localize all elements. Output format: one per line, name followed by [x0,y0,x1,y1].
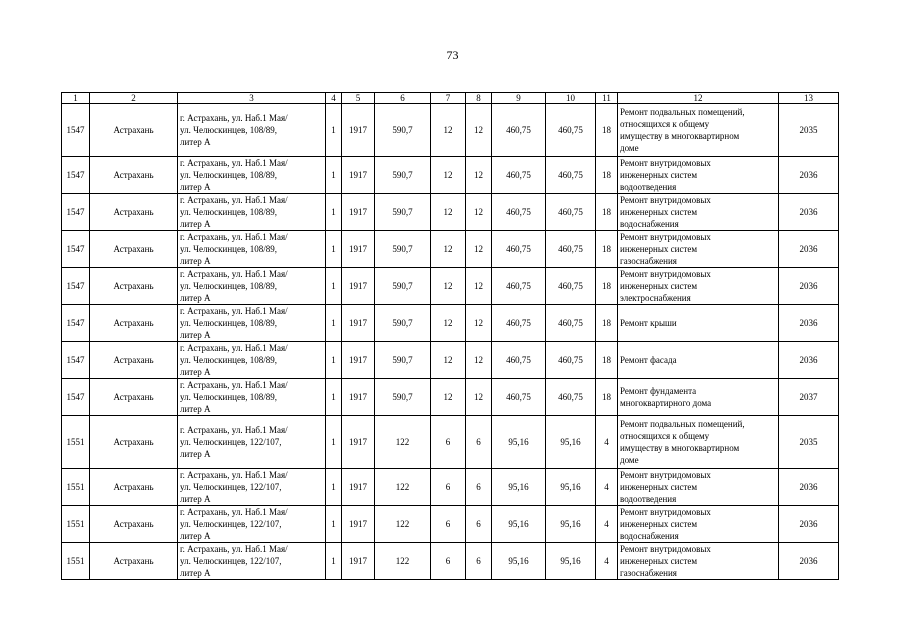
cell-col-city: Астрахань [90,416,178,469]
header-col-planned-year: 13 [779,93,839,104]
header-col-area: 6 [375,93,431,104]
cell-col-work-type [618,268,779,305]
cell-col-7: 12 [431,157,466,194]
cell-col-work-type [618,194,779,231]
address-line: литер А [180,219,211,229]
table-row [62,416,839,469]
work-line: инженерных систем [620,244,698,254]
header-col-4: 4 [326,93,342,104]
cell-col-area: 122 [375,469,431,506]
cell-col-4: 1 [326,305,342,342]
cell-col-number: 1547 [62,231,90,268]
address-line: ул. Челюскинцев, 108/89, [180,170,277,180]
cell-col-8: 12 [466,268,492,305]
cell-col-number: 1547 [62,194,90,231]
cell-col-year: 1917 [342,305,375,342]
cell-col-8: 12 [466,104,492,157]
cell-col-11: 18 [596,194,618,231]
cell-col-9: 460,75 [492,268,546,305]
cell-col-8: 6 [466,543,492,580]
cell-col-address [178,416,326,469]
cell-col-4: 1 [326,231,342,268]
cell-col-work-type [618,469,779,506]
address-line: ул. Челюскинцев, 108/89, [180,281,277,291]
address-line: ул. Челюскинцев, 108/89, [180,207,277,217]
cell-col-work-type [618,342,779,379]
address-line: г. Астрахань, ул. Наб.1 Мая/ [180,232,288,242]
work-line: Ремонт внутридомовых [620,195,711,205]
cell-col-address [178,104,326,157]
cell-col-number: 1547 [62,104,90,157]
header-col-work-type: 12 [618,93,779,104]
cell-col-number: 1547 [62,342,90,379]
table-row [62,506,839,543]
cell-col-address [178,231,326,268]
cell-col-7: 12 [431,268,466,305]
cell-col-11: 18 [596,268,618,305]
cell-col-address [178,506,326,543]
work-line: Ремонт внутридомовых [620,544,711,554]
cell-col-work-type [618,157,779,194]
cell-col-planned-year: 2036 [779,506,839,543]
cell-col-area: 590,7 [375,268,431,305]
address-line: ул. Челюскинцев, 108/89, [180,392,277,402]
address-line: г. Астрахань, ул. Наб.1 Мая/ [180,306,288,316]
cell-col-11: 18 [596,157,618,194]
cell-col-number: 1547 [62,268,90,305]
cell-col-city: Астрахань [90,157,178,194]
cell-col-planned-year: 2036 [779,231,839,268]
address-line: ул. Челюскинцев, 108/89, [180,355,277,365]
cell-col-work-type [618,506,779,543]
work-line: имуществу в многоквартирном [620,443,740,453]
cell-col-11: 18 [596,231,618,268]
cell-col-year: 1917 [342,379,375,416]
work-line: Ремонт подвальных помещений, [620,107,745,117]
address-line: литер А [180,568,211,578]
cell-col-city: Астрахань [90,194,178,231]
cell-col-10: 460,75 [546,104,596,157]
cell-col-9: 95,16 [492,506,546,543]
cell-col-work-type [618,305,779,342]
address-line: г. Астрахань, ул. Наб.1 Мая/ [180,425,288,435]
cell-col-7: 6 [431,543,466,580]
work-line: инженерных систем [620,556,698,566]
repair-schedule-table [61,92,839,580]
cell-col-city: Астрахань [90,305,178,342]
header-col-11: 11 [596,93,618,104]
cell-col-address [178,305,326,342]
cell-col-9: 460,75 [492,231,546,268]
cell-col-7: 12 [431,104,466,157]
work-line: относящихся к общему [620,431,710,441]
cell-col-planned-year: 2035 [779,104,839,157]
cell-col-9: 460,75 [492,342,546,379]
cell-col-planned-year: 2036 [779,342,839,379]
cell-col-year: 1917 [342,342,375,379]
cell-col-9: 460,75 [492,194,546,231]
address-line: ул. Челюскинцев, 108/89, [180,244,277,254]
cell-col-number: 1551 [62,543,90,580]
cell-col-work-type [618,104,779,157]
address-line: литер А [180,404,211,414]
cell-col-7: 12 [431,231,466,268]
cell-col-city: Астрахань [90,342,178,379]
cell-col-10: 460,75 [546,157,596,194]
cell-col-4: 1 [326,157,342,194]
table-row [62,379,839,416]
cell-col-city: Астрахань [90,379,178,416]
cell-col-area: 590,7 [375,342,431,379]
cell-col-city: Астрахань [90,543,178,580]
address-line: литер А [180,256,211,266]
cell-col-10: 460,75 [546,342,596,379]
cell-col-address [178,469,326,506]
cell-col-area: 590,7 [375,104,431,157]
address-line: г. Астрахань, ул. Наб.1 Мая/ [180,158,288,168]
work-line: водоотведения [620,494,677,504]
work-line: Ремонт внутридомовых [620,470,711,480]
cell-col-city: Астрахань [90,231,178,268]
cell-col-year: 1917 [342,469,375,506]
cell-col-10: 460,75 [546,231,596,268]
cell-col-4: 1 [326,104,342,157]
cell-col-10: 460,75 [546,268,596,305]
table-body [62,104,839,580]
cell-col-7: 12 [431,194,466,231]
address-line: ул. Челюскинцев, 122/107, [180,556,282,566]
work-line: газоснабжения [620,568,677,578]
work-line: Ремонт внутридомовых [620,158,711,168]
table-row [62,231,839,268]
address-line: литер А [180,293,211,303]
cell-col-10: 95,16 [546,469,596,506]
cell-col-7: 6 [431,506,466,543]
cell-col-4: 1 [326,469,342,506]
cell-col-city: Астрахань [90,469,178,506]
cell-col-8: 12 [466,379,492,416]
cell-col-planned-year: 2036 [779,157,839,194]
cell-col-city: Астрахань [90,506,178,543]
work-line: электроснабжения [620,293,691,303]
cell-col-9: 460,75 [492,157,546,194]
cell-col-number: 1551 [62,469,90,506]
cell-col-year: 1917 [342,543,375,580]
cell-col-11: 18 [596,342,618,379]
cell-col-work-type [618,231,779,268]
cell-col-number: 1547 [62,379,90,416]
cell-col-11: 4 [596,506,618,543]
cell-col-area: 590,7 [375,379,431,416]
cell-col-11: 4 [596,469,618,506]
cell-col-11: 18 [596,104,618,157]
work-line: имуществу в многоквартирном [620,131,740,141]
cell-col-area: 122 [375,543,431,580]
work-line: водоотведения [620,182,677,192]
cell-col-city: Астрахань [90,268,178,305]
cell-col-7: 12 [431,305,466,342]
cell-col-work-type [618,416,779,469]
cell-col-7: 6 [431,469,466,506]
header-col-city: 2 [90,93,178,104]
header-col-9: 9 [492,93,546,104]
header-row [62,93,839,104]
table-row [62,469,839,506]
cell-col-work-type [618,543,779,580]
cell-col-area: 122 [375,416,431,469]
cell-col-area: 590,7 [375,194,431,231]
cell-col-number: 1551 [62,506,90,543]
cell-col-area: 122 [375,506,431,543]
cell-col-planned-year: 2036 [779,194,839,231]
cell-col-8: 12 [466,194,492,231]
work-line: Ремонт фасада [620,355,677,365]
table-row [62,104,839,157]
cell-col-10: 460,75 [546,194,596,231]
address-line: ул. Челюскинцев, 122/107, [180,519,282,529]
cell-col-number: 1551 [62,416,90,469]
table-row [62,543,839,580]
table-row [62,194,839,231]
cell-col-year: 1917 [342,157,375,194]
cell-col-number: 1547 [62,305,90,342]
cell-col-10: 460,75 [546,305,596,342]
cell-col-city: Астрахань [90,104,178,157]
work-line: инженерных систем [620,519,698,529]
cell-col-planned-year: 2036 [779,469,839,506]
work-line: водоснабжения [620,219,679,229]
address-line: литер А [180,494,211,504]
work-line: доме [620,455,639,465]
work-line: инженерных систем [620,170,698,180]
address-line: г. Астрахань, ул. Наб.1 Мая/ [180,195,288,205]
page-number: 73 [446,48,459,62]
header-col-8: 8 [466,93,492,104]
cell-col-year: 1917 [342,194,375,231]
work-line: Ремонт подвальных помещений, [620,419,745,429]
header-col-number: 1 [62,93,90,104]
table-row [62,305,839,342]
cell-col-8: 6 [466,416,492,469]
table-row [62,342,839,379]
address-line: г. Астрахань, ул. Наб.1 Мая/ [180,470,288,480]
work-line: Ремонт внутридомовых [620,232,711,242]
address-line: г. Астрахань, ул. Наб.1 Мая/ [180,507,288,517]
cell-col-11: 18 [596,305,618,342]
cell-col-4: 1 [326,379,342,416]
address-line: литер А [180,449,211,459]
cell-col-8: 12 [466,305,492,342]
work-line: газоснабжения [620,256,677,266]
header-col-address: 3 [178,93,326,104]
work-line: Ремонт крыши [620,318,677,328]
cell-col-8: 6 [466,506,492,543]
address-line: литер А [180,137,211,147]
work-line: доме [620,143,639,153]
cell-col-10: 460,75 [546,379,596,416]
cell-col-9: 460,75 [492,379,546,416]
cell-col-8: 12 [466,342,492,379]
cell-col-number: 1547 [62,157,90,194]
cell-col-8: 6 [466,469,492,506]
cell-col-area: 590,7 [375,305,431,342]
work-line: водоснабжения [620,531,679,541]
cell-col-year: 1917 [342,231,375,268]
cell-col-9: 95,16 [492,469,546,506]
cell-col-4: 1 [326,342,342,379]
cell-col-address [178,543,326,580]
cell-col-9: 460,75 [492,305,546,342]
cell-col-planned-year: 2036 [779,305,839,342]
address-line: литер А [180,531,211,541]
address-line: литер А [180,367,211,377]
cell-col-8: 12 [466,157,492,194]
cell-col-4: 1 [326,416,342,469]
cell-col-planned-year: 2035 [779,416,839,469]
cell-col-work-type [618,379,779,416]
cell-col-planned-year: 2036 [779,543,839,580]
address-line: г. Астрахань, ул. Наб.1 Мая/ [180,380,288,390]
cell-col-9: 95,16 [492,416,546,469]
address-line: ул. Челюскинцев, 122/107, [180,482,282,492]
cell-col-planned-year: 2037 [779,379,839,416]
cell-col-address [178,379,326,416]
cell-col-11: 18 [596,379,618,416]
cell-col-7: 6 [431,416,466,469]
cell-col-4: 1 [326,268,342,305]
work-line: многоквартирного дома [620,398,712,408]
work-line: Ремонт фундамента [620,386,697,396]
cell-col-address [178,268,326,305]
address-line: ул. Челюскинцев, 108/89, [180,318,277,328]
cell-col-year: 1917 [342,416,375,469]
cell-col-9: 95,16 [492,543,546,580]
cell-col-10: 95,16 [546,506,596,543]
table-row [62,157,839,194]
cell-col-8: 12 [466,231,492,268]
address-line: г. Астрахань, ул. Наб.1 Мая/ [180,113,288,123]
work-line: инженерных систем [620,281,698,291]
cell-col-4: 1 [326,194,342,231]
cell-col-11: 4 [596,416,618,469]
cell-col-10: 95,16 [546,416,596,469]
work-line: инженерных систем [620,207,698,217]
address-line: г. Астрахань, ул. Наб.1 Мая/ [180,544,288,554]
cell-col-address [178,157,326,194]
cell-col-area: 590,7 [375,231,431,268]
address-line: ул. Челюскинцев, 108/89, [180,125,277,135]
cell-col-7: 12 [431,379,466,416]
cell-col-year: 1917 [342,268,375,305]
cell-col-year: 1917 [342,506,375,543]
cell-col-10: 95,16 [546,543,596,580]
cell-col-year: 1917 [342,104,375,157]
cell-col-address [178,194,326,231]
work-line: инженерных систем [620,482,698,492]
cell-col-4: 1 [326,543,342,580]
work-line: Ремонт внутридомовых [620,507,711,517]
header-col-10: 10 [546,93,596,104]
cell-col-7: 12 [431,342,466,379]
cell-col-9: 460,75 [492,104,546,157]
cell-col-address [178,342,326,379]
address-line: г. Астрахань, ул. Наб.1 Мая/ [180,269,288,279]
header-col-year: 5 [342,93,375,104]
address-line: литер А [180,182,211,192]
cell-col-11: 4 [596,543,618,580]
work-line: Ремонт внутридомовых [620,269,711,279]
work-line: относящихся к общему [620,119,710,129]
cell-col-4: 1 [326,506,342,543]
header-col-7: 7 [431,93,466,104]
cell-col-planned-year: 2036 [779,268,839,305]
cell-col-area: 590,7 [375,157,431,194]
address-line: ул. Челюскинцев, 122/107, [180,437,282,447]
table-row [62,268,839,305]
address-line: литер А [180,330,211,340]
address-line: г. Астрахань, ул. Наб.1 Мая/ [180,343,288,353]
